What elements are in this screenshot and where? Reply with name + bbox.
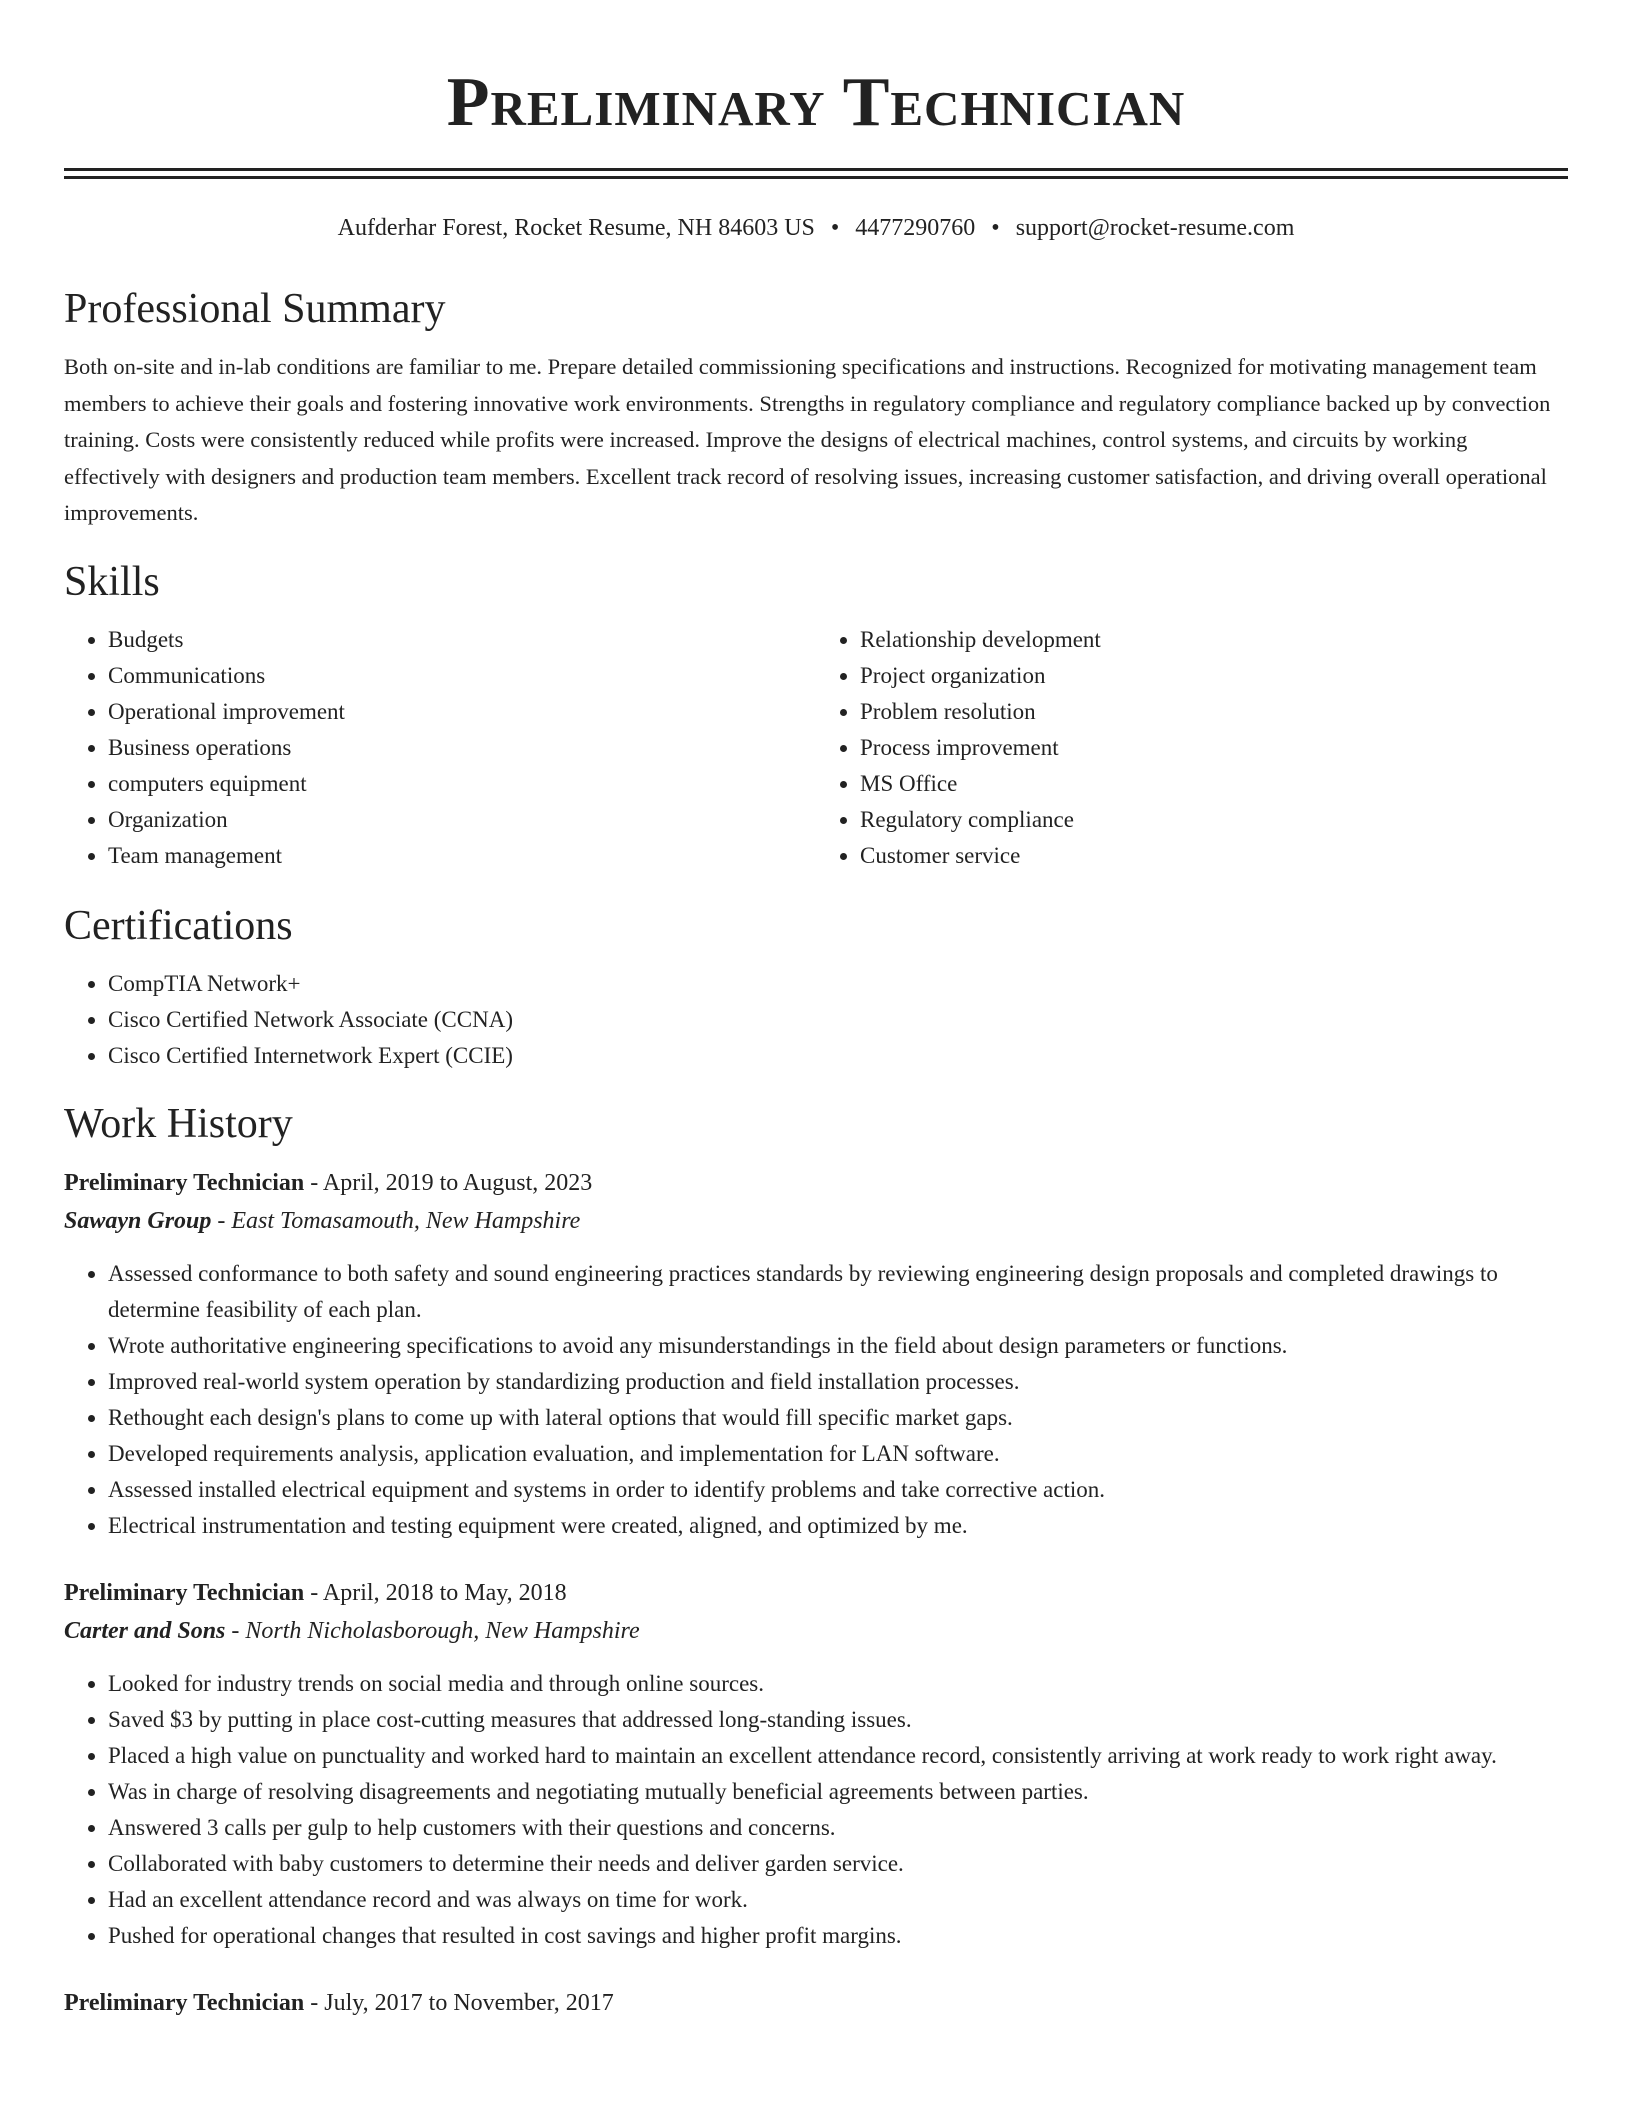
certification-item: • CompTIA Network+ <box>108 966 1568 1002</box>
dash: - <box>304 1579 323 1606</box>
contact-phone: 4477290760 <box>855 215 976 241</box>
contact-address: Aufderhar Forest, Rocket Resume, NH 84603 US <box>337 215 815 241</box>
job-company: Sawayn Group <box>64 1207 212 1234</box>
skill-item: • Relationship development <box>860 622 1568 658</box>
skill-item: • Communications <box>108 658 816 694</box>
skill-item: • Business operations <box>108 730 816 766</box>
job-bullet: • Assessed installed electrical equipment and systems in order to identify problems and take corrective action. <box>108 1472 1568 1508</box>
skill-item: • Team management <box>108 838 816 874</box>
skill-item: • computers equipment <box>108 766 816 802</box>
job-bullet: • Developed requirements analysis, application evaluation, and implementation for LAN software. <box>108 1436 1568 1472</box>
job-bullet: • Wrote authoritative engineering specifications to avoid any misunderstandings in the field about design parameters or functions. <box>108 1328 1568 1364</box>
skill-item: • Organization <box>108 802 816 838</box>
header-double-rule <box>64 168 1568 179</box>
job-entry <box>64 1984 1568 2022</box>
contact-separator: • <box>991 215 1000 241</box>
job-company-line <box>64 1202 1568 1240</box>
job-bullet: • Saved $3 by putting in place cost-cutting measures that addressed long-standing issues. <box>108 1702 1568 1738</box>
skill-item: • MS Office <box>860 766 1568 802</box>
job-bullet: • Assessed conformance to both safety and sound engineering practices standards by reviewing engineering design proposals and completed drawings to determine feasibility of each plan. <box>108 1256 1568 1328</box>
job-bullet: • Rethought each design's plans to come up with lateral options that would fill specific market gaps. <box>108 1400 1568 1436</box>
skill-item: • Project organization <box>860 658 1568 694</box>
summary-text: Both on-site and in-lab conditions are familiar to me. Prepare detailed commissioning specifications and instructions. Recognized for motivating management team members to achieve their goals and fostering innovative work environments. Strengths in regulatory compliance and regulatory compliance backed up by convection training. Costs were consistently reduced while profits were increased. Improve the designs of electrical machines, control systems, and circuits by working effectively with designers and production team members. Excellent track record of resolving issues, increasing customer satisfaction, and driving overall operational improvements. <box>64 354 1551 525</box>
skill-item: • Customer service <box>860 838 1568 874</box>
certifications-heading: Certifications <box>64 902 293 949</box>
skill-item: • Regulatory compliance <box>860 802 1568 838</box>
dash: - <box>211 1207 232 1234</box>
summary-heading: Professional Summary <box>64 286 446 332</box>
job-bullet: • Looked for industry trends on social media and through online sources. <box>108 1666 1568 1702</box>
contact-line <box>64 213 1568 243</box>
job-bullet: • Electrical instrumentation and testing equipment were created, aligned, and optimized by me. <box>108 1508 1568 1544</box>
skills-list-right <box>816 622 1568 874</box>
dash: - <box>304 1169 323 1196</box>
skills-list-left <box>64 622 816 874</box>
skills-columns <box>64 622 1568 874</box>
job-bullet: • Collaborated with baby customers to determine their needs and deliver garden service. <box>108 1846 1568 1882</box>
contact-email: support@rocket-resume.com <box>1015 215 1295 241</box>
contact-separator: • <box>830 215 840 241</box>
job-bullets <box>64 1666 1568 1954</box>
job-title-line <box>64 1984 1568 2022</box>
certification-item: • Cisco Certified Network Associate (CCNA) <box>108 1002 1568 1038</box>
job-bullet: • Answered 3 calls per gulp to help customers with their questions and concerns. <box>108 1810 1568 1846</box>
skills-heading: Skills <box>64 558 160 605</box>
job-bullet: • Improved real-world system operation by standardizing production and field installation processes. <box>108 1364 1568 1400</box>
skill-item: • Operational improvement <box>108 694 816 730</box>
certifications-list <box>64 966 1568 1074</box>
dash: - <box>304 1989 325 2016</box>
resume-name: Preliminary Technician <box>446 64 1186 141</box>
job-dates: July, 2017 to November, 2017 <box>324 1989 614 2016</box>
job-title-line <box>64 1164 1568 1202</box>
job-entry <box>64 1164 1568 1544</box>
skill-item: • Budgets <box>108 622 816 658</box>
job-company-line <box>64 1612 1568 1650</box>
job-bullet: • Pushed for operational changes that resulted in cost savings and higher profit margins. <box>108 1918 1568 1954</box>
job-location: East Tomasamouth, New Hampshire <box>231 1207 581 1234</box>
job-bullet: • Placed a high value on punctuality and worked hard to maintain an excellent attendance record, consistently arriving at work ready to work right away. <box>108 1738 1568 1774</box>
dash: - <box>225 1617 246 1644</box>
certification-item: • Cisco Certified Internetwork Expert (CCIE) <box>108 1038 1568 1074</box>
job-title-line <box>64 1574 1568 1612</box>
job-location: North Nicholasborough, New Hampshire <box>245 1617 640 1644</box>
job-entry <box>64 1574 1568 1954</box>
job-dates: April, 2018 to May, 2018 <box>322 1579 567 1606</box>
job-title: Preliminary Technician <box>64 1169 305 1196</box>
skill-item: • Problem resolution <box>860 694 1568 730</box>
job-bullet: • Was in charge of resolving disagreements and negotiating mutually beneficial agreements between parties. <box>108 1774 1568 1810</box>
job-dates: April, 2019 to August, 2023 <box>322 1169 593 1196</box>
work-history-heading: Work History <box>64 1100 293 1147</box>
job-company: Carter and Sons <box>64 1617 226 1644</box>
job-title: Preliminary Technician <box>64 1989 305 2016</box>
job-title: Preliminary Technician <box>64 1579 305 1606</box>
job-bullets <box>64 1256 1568 1544</box>
skill-item: • Process improvement <box>860 730 1568 766</box>
job-bullet: • Had an excellent attendance record and was always on time for work. <box>108 1882 1568 1918</box>
